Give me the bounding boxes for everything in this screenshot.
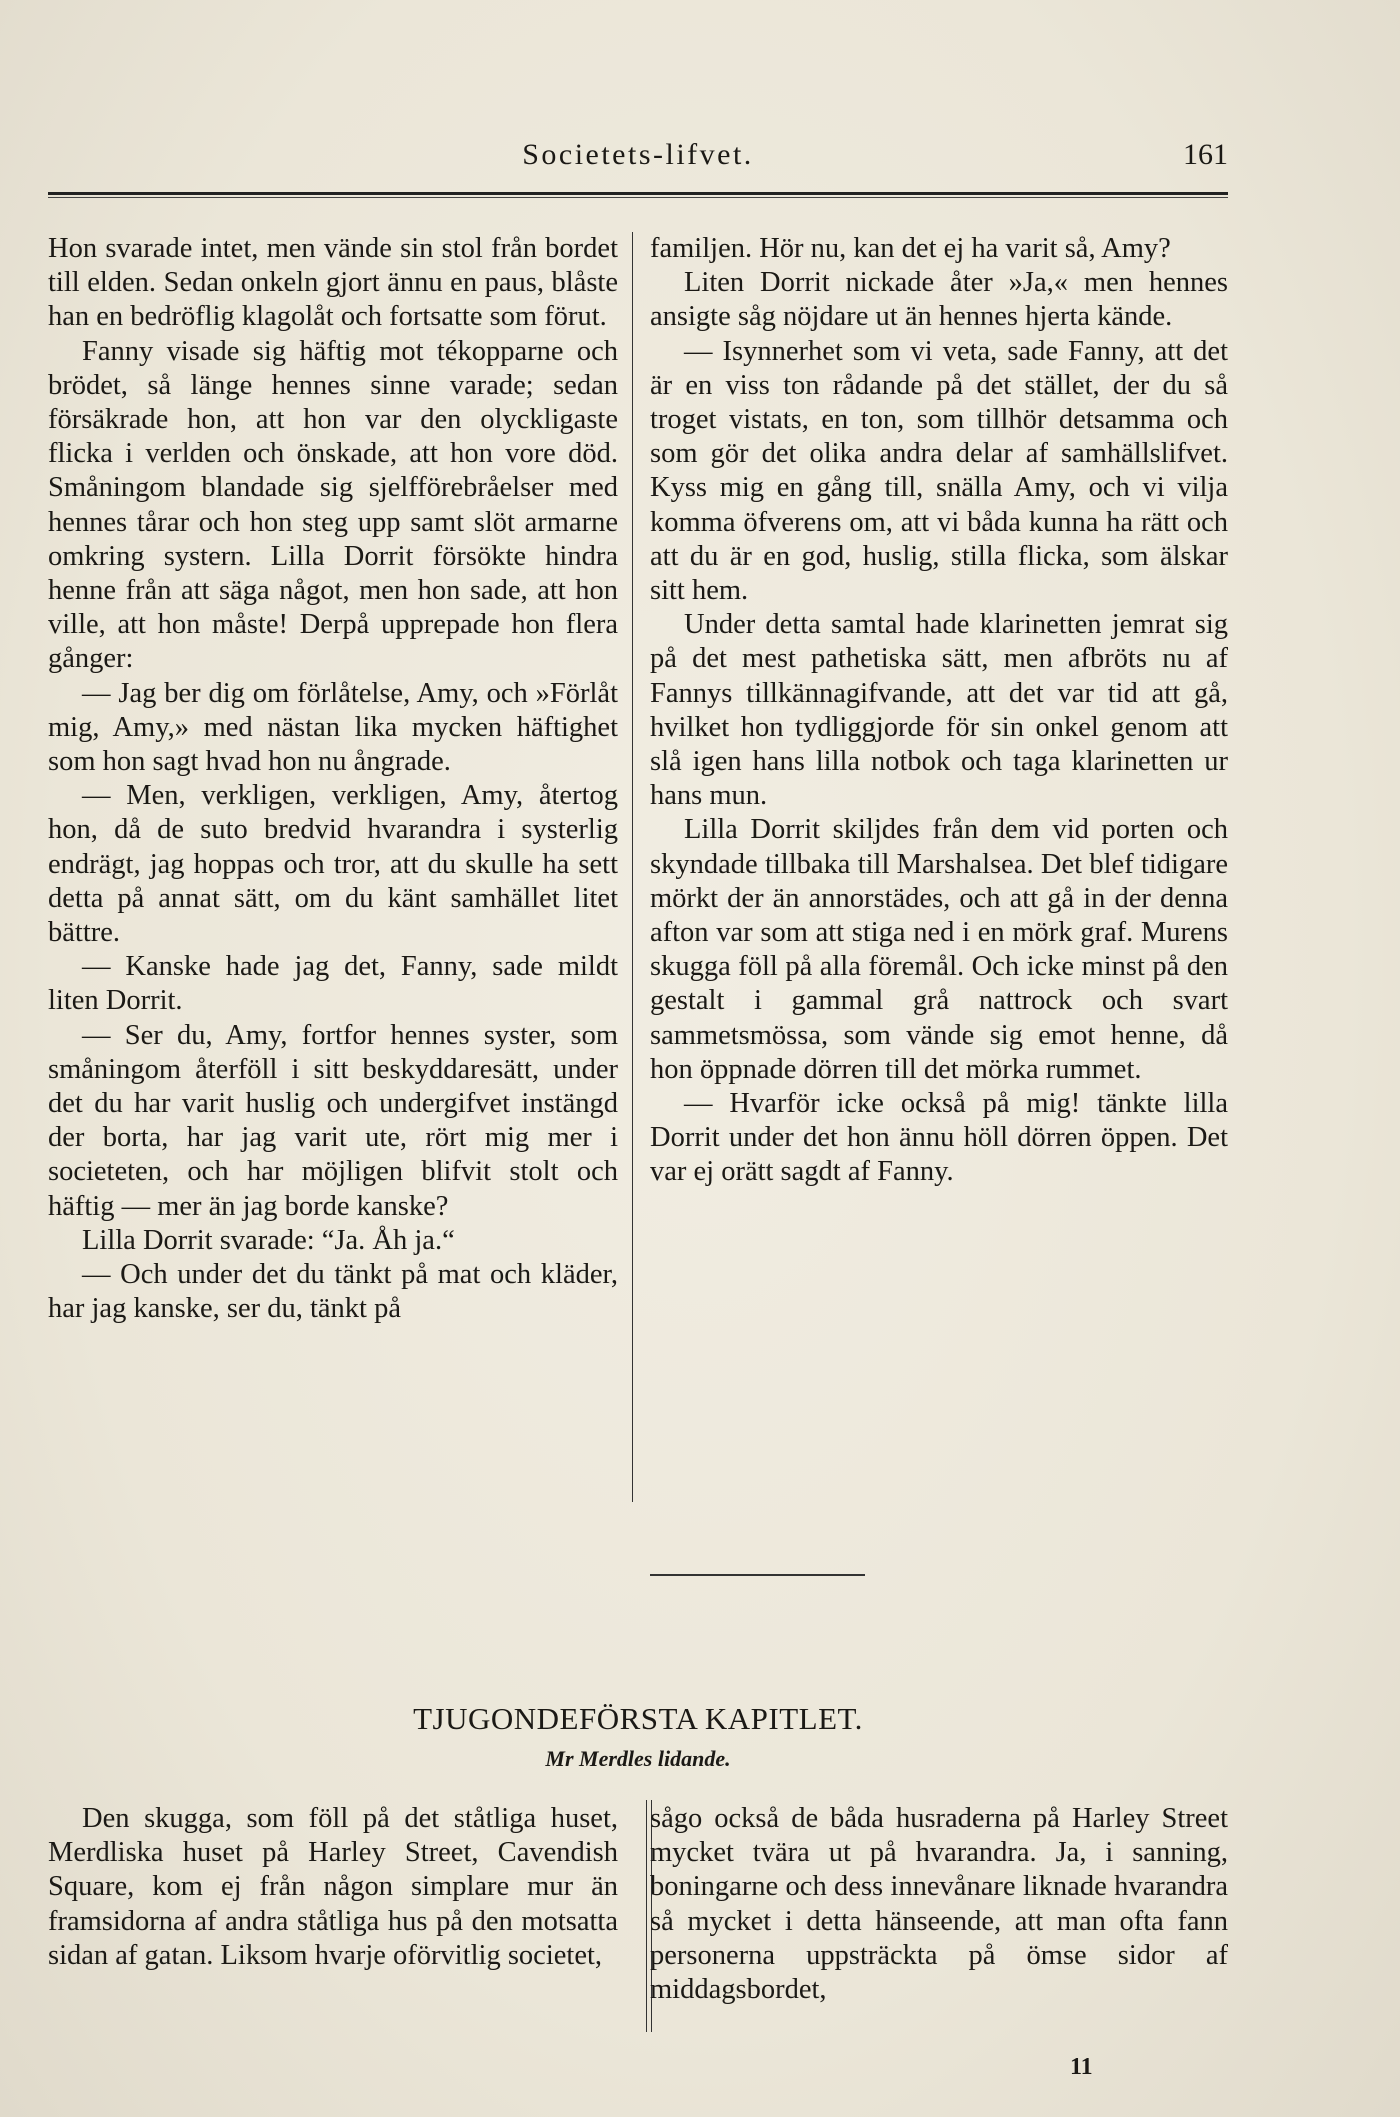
chapter-title: TJUGONDEFÖRSTA KAPITLET. — [413, 1701, 863, 1736]
paragraph: sågo också de båda husraderna på Harley Street mycket tvära ut på hvarandra. Ja, i sanning, boningarne och dess innevånare liknade hvarandra så mycket i detta hänseende, att man ofta fann personerna uppsträckta på ömse sidor af middagsbordet, — [650, 1803, 1228, 2006]
paragraph: — Men, verkligen, verkligen, Amy, återtog hon, då de suto bredvid hvarandra i systerlig endrägt, jag hoppas och tror, att du skulle ha sett detta på annat sätt, om du känt samhället litet bättre. — [48, 780, 618, 949]
column-divider — [632, 232, 633, 1502]
paragraph: Lilla Dorrit skiljdes från dem vid porten och skyndade tillbaka till Marshalsea. Det blef tidigare mörkt der än annorstädes, och att gå in der denna afton var som att stiga ned i en mörk graf. Murens skugga föll på alla föremål. Och icke minst på den gestalt i gammal grå nattrock och svart sammetsmössa, som vände sig emot henne, då hon öppnade dörren till det mörka rummet. — [650, 814, 1228, 1085]
paragraph: Under detta samtal hade klarinetten jemrat sig på det mest pathetiska sätt, men afbröts nu af Fannys tillkännagifvande, att det var tid att gå, hvilket hon tydliggjorde för sin onkel genom att slå igen hans lilla notbok och taga klarinetten ur hans mun. — [650, 609, 1228, 812]
page-number: 161 — [1183, 138, 1228, 171]
left-column — [48, 232, 618, 1327]
paragraph: familjen. Hör nu, kan det ej ha varit så, Amy? — [650, 233, 1171, 264]
chapter-column-divider — [646, 1800, 647, 2032]
section-end-rule — [650, 1574, 865, 1576]
paragraph: — Och under det du tänkt på mat och kläder, har jag kanske, ser du, tänkt på — [48, 1259, 618, 1325]
chapter-subtitle: Mr Merdles lidande. — [545, 1746, 731, 1771]
paragraph: Lilla Dorrit svarade: “Ja. Åh ja.“ — [82, 1224, 455, 1256]
signature-mark: 11 — [1070, 2054, 1093, 2080]
chapter-right-column — [650, 1802, 1228, 2007]
running-title: Societets-lifvet. — [522, 138, 754, 171]
right-column — [650, 232, 1228, 1190]
paragraph: — Isynnerhet som vi veta, sade Fanny, att det är en viss ton rådande på det stället, der du så troget vistats, en ton, som tillhör detsamma och som gör det olika andra delar af samhällslifvet. Kyss mig en gång till, snälla Amy, och vi vilja komma öfverens om, att vi båda kunna ha rätt och att du är en god, huslig, stilla flicka, som älskar sitt hem. — [650, 335, 1228, 607]
page-header — [48, 138, 1228, 182]
paragraph: Den skugga, som föll på det ståtliga huset, Merdliska huset på Harley Street, Cavendish Square, kom ej från någon simplare mur än framsidorna af andra ståtliga hus på den motsatta sidan af gatan. Liksom hvarje oförvitlig societet, — [48, 1803, 618, 1971]
paragraph: Fanny visade sig häftig mot tékopparne och brödet, så länge hennes sinne varade; sedan försäkrade hon, att hon var den olyckligaste flicka i verlden och önskade, att hon vore död. Småningom blandade sig sjelfförebråelser med hennes tårar och hon steg upp samt slöt armarne omkring systern. Lilla Dorrit försökte hindra henne från att säga något, men hon sade, att hon ville, att hon måste! Derpå upprepade hon flera gånger: — [48, 335, 618, 675]
paragraph: Liten Dorrit nickade åter »Ja,« men hennes ansigte såg nöjdare ut än hennes hjerta kände. — [650, 267, 1228, 333]
header-rule — [48, 192, 1228, 198]
paragraph: — Jag ber dig om förlåtelse, Amy, och »Förlåt mig, Amy,» med nästan lika mycken häftighet som hon sagt hvad hon nu ångrade. — [48, 677, 618, 778]
chapter-left-column — [48, 1802, 618, 1973]
paragraph: — Kanske hade jag det, Fanny, sade mildt liten Dorrit. — [48, 951, 618, 1017]
paragraph: — Hvarför icke också på mig! tänkte lilla Dorrit under det hon ännu höll dörren öppen. Det var ej orätt sagdt af Fanny. — [650, 1088, 1228, 1188]
paragraph: — Ser du, Amy, fortfor hennes syster, som småningom återföll i sitt beskyddaresätt, under det du har varit huslig och undergifvet instängd der borta, har jag varit ute, rört mig mer i societeten, och har möjligen blifvit stolt och häftig — mer än jag borde kanske? — [48, 1019, 618, 1222]
paragraph: Hon svarade intet, men vände sin stol från bordet till elden. Sedan onkeln gjort ännu en paus, blåste han en bedröflig klagolåt och fortsatte som förut. — [48, 233, 618, 333]
